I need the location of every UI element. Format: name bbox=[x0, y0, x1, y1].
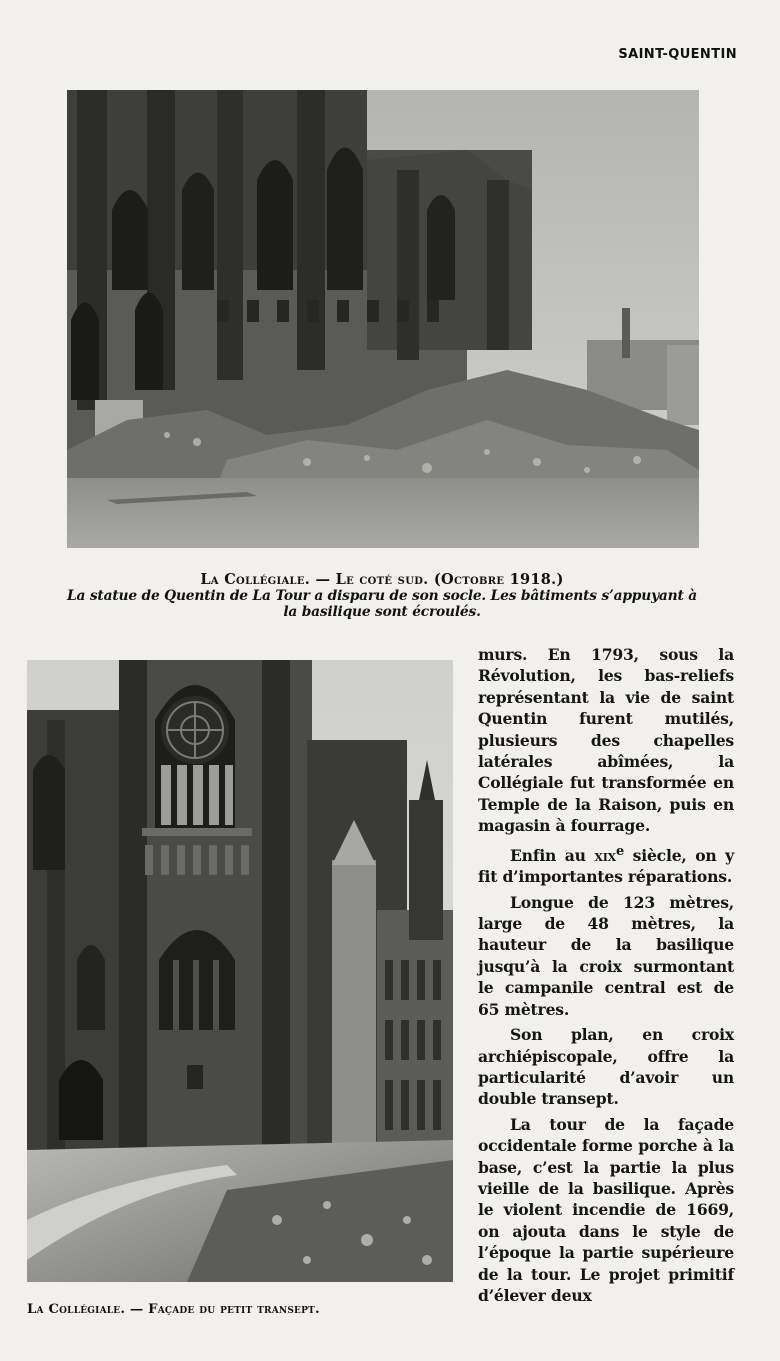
paragraph-5: La tour de la façade occidentale forme porche à la base, c’est la partie la plus vieille de la basilique. Après le violent incendie de 1669, on ajouta dans le style de l’époque la partie supérieure de la tour. Le projet primitif d’élever deux bbox=[478, 1114, 734, 1305]
paragraph-2-pre: Enfin au bbox=[510, 845, 595, 865]
paragraph-2-post: siècle, on y fit d’importantes réparations. bbox=[478, 845, 734, 887]
caption-bottom: La Collégiale. — Façade du petit transept. bbox=[27, 1302, 320, 1317]
paragraph-2-superscript: e bbox=[616, 843, 625, 859]
paragraph-2-century: xix bbox=[594, 845, 616, 865]
caption-top bbox=[62, 572, 702, 620]
paragraph-4: Son plan, en croix archiépiscopale, offre la particularité d’avoir un double transept. bbox=[478, 1025, 734, 1109]
photo-collegiale-transept-facade bbox=[27, 660, 453, 1282]
article-body bbox=[478, 644, 734, 1310]
photo-collegiale-transept-facade-image bbox=[27, 660, 453, 1282]
photo-collegiale-south-side-image bbox=[67, 90, 699, 548]
photo-collegiale-south-side bbox=[67, 90, 699, 548]
caption-top-title: La Collégiale. — Le coté sud. (Octobre 1918.) bbox=[200, 571, 564, 588]
paragraph-1: murs. En 1793, sous la Révolution, les bas-reliefs représentant la vie de saint Quentin furent mutilés, plusieurs des chapelles latérales abîmées, la Collégiale fut transformée en Temple de la Raison, puis en magasin à fourrage. bbox=[478, 645, 734, 836]
paragraph-3: Longue de 123 mètres, large de 48 mètres, la hauteur de la basilique jusqu’à la croix surmontant le campanile central est de 65 mètres. bbox=[478, 892, 734, 1019]
caption-top-text: La statue de Quentin de La Tour a disparu de son socle. Les bâtiments s’appuyant à la basilique sont écroulés. bbox=[67, 588, 697, 620]
running-head: SAINT-QUENTIN bbox=[618, 47, 737, 62]
paragraph-2 bbox=[478, 841, 734, 888]
